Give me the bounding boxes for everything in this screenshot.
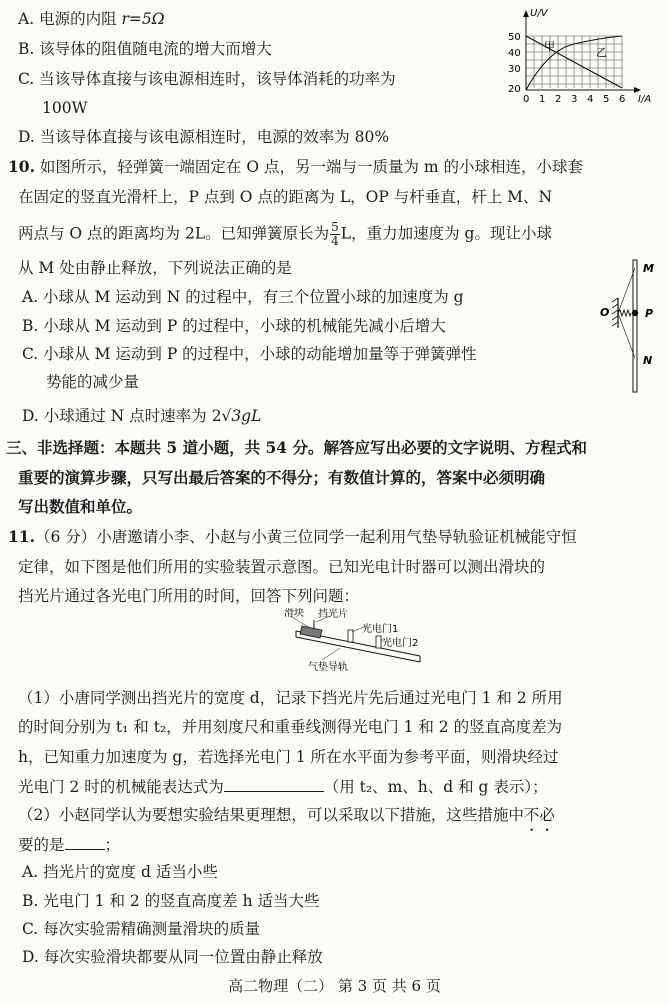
q11-part1-line3: h，已知重力加速度为 g，若选择光电门 1 所在水平面为参考平面，则滑块经过	[18, 748, 559, 766]
q10-option-b: B. 小球从 M 运动到 P 的过程中，小球的机械能先减小后增大	[22, 317, 446, 335]
answer-blank-1[interactable]	[224, 775, 324, 792]
x-tick: 0	[523, 94, 530, 105]
q10-line2: 在固定的竖直光滑杆上，P 点到 O 点的距离为 L，OP 与杆垂直，杆上 M、N	[18, 188, 553, 206]
shade-label: 挡光片	[318, 609, 348, 620]
rail-label: 气垫导轨	[308, 662, 348, 673]
line-label-jia: 甲	[544, 40, 555, 53]
q11-part1-line1: （1）小唐同学测出挡光片的宽度 d，记录下挡光片先后通过光电门 1 和 2 所用	[18, 689, 563, 707]
q10-line4: 从 M 处由静止释放，下列说法正确的是	[18, 259, 292, 277]
line-label-yi: 乙	[596, 46, 607, 59]
spring-rod-figure	[590, 256, 660, 396]
q11-option-b: B. 光电门 1 和 2 的竖直高度差 h 适当大些	[22, 892, 320, 910]
graph-y-label: U/V	[530, 8, 548, 19]
graph-x-label: I/A	[638, 94, 652, 105]
q10-option-d: D. 小球通过 N 点时速率为 2√3gL	[22, 407, 262, 425]
q9-option-a: A. 电源的内阻 r=5Ω	[18, 10, 165, 28]
q11-line3: 挡光片通过各光电门所用的时间，回答下列问题：	[18, 587, 360, 605]
section3-line2: 重要的演算步骤，只写出最后答案的不得分；有数值计算的，答案中必须明确	[18, 468, 546, 487]
ui-graph	[500, 6, 660, 106]
q10-option-c: C. 小球从 M 运动到 P 的过程中，小球的动能增加量等于弹簧弹性	[22, 345, 477, 363]
gate1-label: 光电门1	[362, 624, 399, 635]
q11-part1-line2: 的时间分别为 t₁ 和 t₂，并用刻度尺和重垂线测得光电门 1 和 2 的竖直高度差为	[18, 718, 563, 736]
x-tick: 6	[619, 94, 626, 105]
q10-line3: 两点与 O 点的距离均为 2L。已知弹簧原长为 $\frac{5}{4}$ L，重力加速度为 g。现让小球	[18, 220, 552, 248]
q9-option-c-cont: 100W	[42, 99, 88, 117]
q9-option-c: C. 当该导体直接与该电源相连时，该导体消耗的功率为	[18, 70, 396, 88]
q11-part1-line4: 光电门 2 时的机械能表达式为 （用 t₂、m、h、d 和 g 表示）；	[18, 775, 548, 798]
air-track-figure	[270, 608, 430, 674]
y-tick: 20	[508, 84, 521, 95]
y-tick: 30	[508, 64, 521, 75]
x-tick: 2	[555, 94, 562, 105]
q11-line2: 定律，如下图是他们所用的实验装置示意图。已知光电计时器可以测出滑块的	[18, 558, 546, 576]
slider-label: 滑块	[284, 608, 304, 619]
point-o-label: O	[600, 306, 610, 319]
fraction-5-4: $\frac{5}{4}$	[331, 220, 339, 248]
answer-blank-2[interactable]	[65, 833, 105, 850]
q11-option-a: A. 挡光片的宽度 d 适当小些	[22, 863, 218, 881]
gate2-label: 光电门2	[382, 638, 419, 649]
x-tick: 1	[539, 94, 546, 105]
q9-option-b: B. 该导体的阻值随电流的增大而增大	[18, 40, 272, 58]
q11-line1: 11.（6 分）小唐邀请小李、小赵与小黄三位同学一起利用气垫导轨验证机械能守恒	[8, 527, 577, 546]
x-tick: 3	[571, 94, 578, 105]
q11-part2-line1: （2）小赵同学认为要想实验结果更理想，可以采取以下措施，这些措施中不必	[18, 806, 555, 824]
x-tick: 4	[587, 94, 594, 105]
section3-line1: 三、非选择题：本题共 5 道小题，共 54 分。解答应写出必要的文字说明、方程式和	[6, 438, 587, 457]
x-tick: 5	[603, 94, 610, 105]
page-footer: 高二物理（二） 第 3 页 共 6 页	[228, 977, 441, 995]
y-tick: 40	[508, 48, 521, 59]
y-tick: 50	[508, 32, 521, 43]
point-n-label: N	[643, 354, 653, 367]
q11-part2-line2: 要的是 ；	[18, 833, 120, 856]
point-p-label: P	[645, 307, 654, 320]
point-m-label: M	[643, 262, 654, 275]
q11-option-c: C. 每次实验需精确测量滑块的质量	[22, 920, 261, 938]
q10-option-a: A. 小球从 M 运动到 N 的过程中，有三个位置小球的加速度为 g	[22, 288, 464, 306]
q10-line1: 10. 如图所示，轻弹簧一端固定在 O 点，另一端与一质量为 m 的小球相连，小球套	[8, 157, 584, 176]
section3-line3: 写出数值和单位。	[18, 497, 143, 516]
q10-option-c-cont: 势能的减少量	[46, 373, 140, 391]
q9-option-d: D. 当该导体直接与该电源相连时，电源的效率为 80%	[18, 128, 390, 146]
q11-option-d: D. 每次实验滑块都要从同一位置由静止释放	[22, 948, 323, 966]
